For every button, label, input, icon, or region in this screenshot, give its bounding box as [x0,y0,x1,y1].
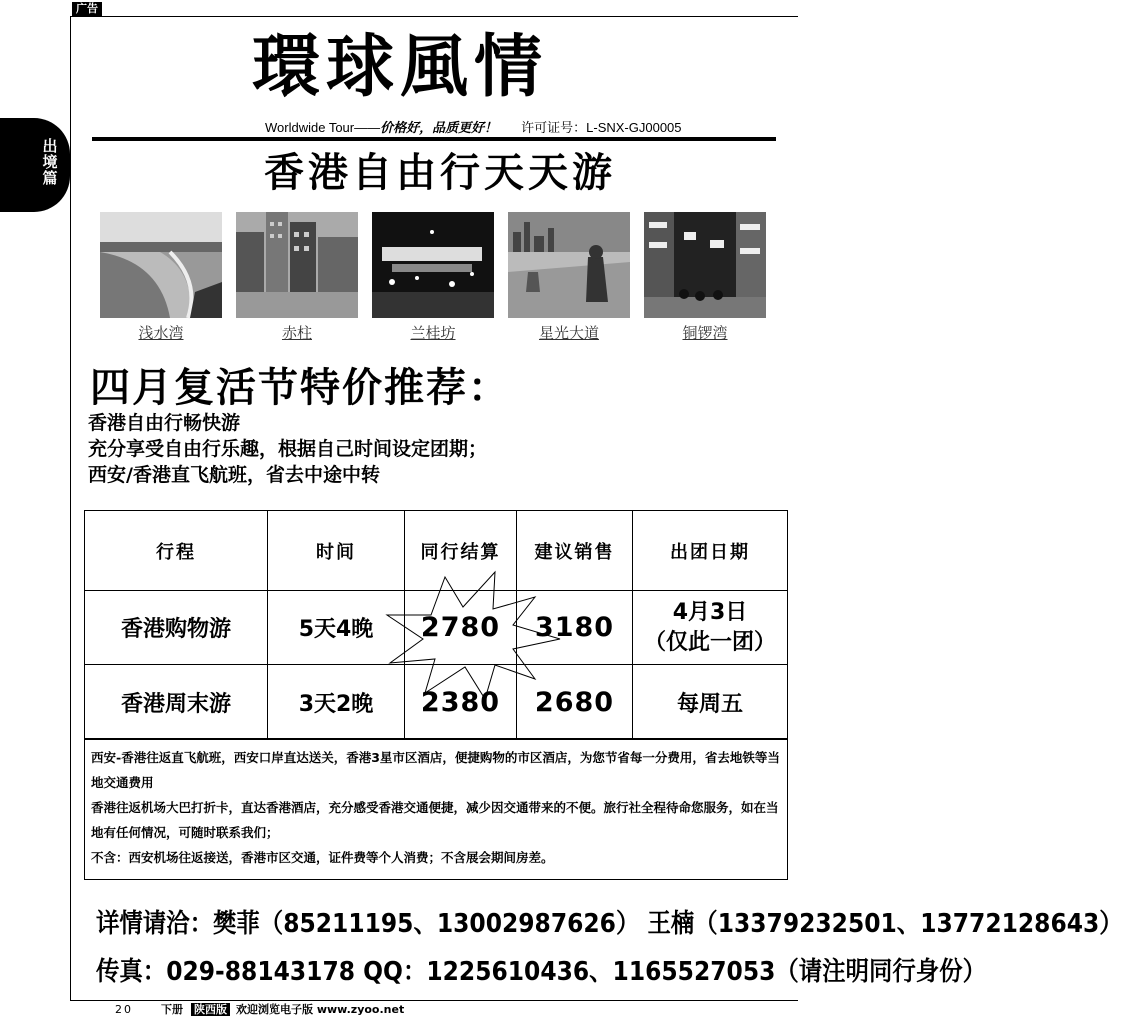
trade-price-cell: 2380 [405,665,517,739]
notes-box [84,738,788,880]
photo-caption: 星光大道 [538,324,599,342]
photo-caption: 兰桂坊 [410,324,456,342]
intro-line: 西安/香港直飞航班，省去中途中转 [88,464,380,486]
contact-info [96,900,1123,996]
promo-title: 四月复活节特价推荐： [90,365,510,411]
photo-repulse-bay [100,212,222,318]
photo-caption: 浅水湾 [138,324,184,342]
route-cell: 香港周末游 [85,665,268,739]
departure-cell [633,591,787,665]
retail-price-cell: 3180 [517,591,633,665]
section-tab-label: 出境篇 [42,137,58,187]
intro-line: 充分享受自由行乐趣，根据自己时间设定团期； [88,438,488,460]
departure-date: 4月3日 [672,599,748,625]
price-table [84,510,788,740]
note-line: 香港往返机场大巴打折卡，直达香港酒店，充分感受香港交通便捷，减少因交通带来的不便。旅行社全程待命您服务，如在当地有任何情况，可随时联系我们； [91,800,779,840]
note-line: 西安-香港往返直飞航班，西安口岸直达送关，香港3星市区酒店，便捷购物的市区酒店，为您节省每一分费用，省去地铁等当地交通费用 [91,750,780,790]
footer-link-text[interactable]: 欢迎浏览电子版 www.zyoo.net [236,1003,405,1016]
slogan: 价格好，品质更好！ [380,120,498,135]
brand-tagline [265,117,682,136]
page-number: 20 [115,1003,133,1016]
departure-note: （仅此一团） [643,629,776,655]
contact-line: 详情请洽：樊菲（85211195、13002987626） 王楠（13379232501、13772128643） [96,909,1123,939]
brand-logo: 環球風情 [251,27,548,107]
departure-cell: 每周五 [676,691,743,717]
header-rule [92,137,776,141]
photo-strip [100,212,766,344]
photo-stanley [236,212,358,318]
section-tab [0,118,70,212]
photo-caption: 铜锣湾 [682,324,728,342]
volume-label: 下册 [161,1003,183,1016]
tagline-english: Worldwide Tour—— [265,120,381,135]
duration-cell: 5天4晚 [268,591,405,665]
header-retail-price: 建议销售 [517,511,633,591]
page-footer [115,1003,404,1017]
header-departure: 出团日期 [633,511,787,591]
photo-avenue-of-stars [508,212,630,318]
retail-price-cell: 2680 [517,665,633,739]
edition-badge: 陕西版 [191,1003,230,1016]
headline: 香港自由行天天游 [264,150,616,196]
trade-price-cell: 2780 [405,591,517,665]
ad-label: 广告 [72,2,102,16]
fax-qq-line: 传真：029-88143178 QQ：1225610436、1165527053（请注明同行身份） [96,957,986,987]
intro-text [88,410,487,488]
license-number: 许可证号：L-SNX-GJ00005 [521,120,682,135]
header-route: 行程 [85,511,268,591]
route-cell: 香港购物游 [85,591,268,665]
photo-caption: 赤柱 [281,324,312,342]
duration-cell: 3天2晚 [268,665,405,739]
photo-causeway-bay [644,212,766,318]
intro-line: 香港自由行畅快游 [88,412,241,434]
photo-lan-kwai-fong [372,212,494,318]
note-line: 不含：西安机场往返接送，香港市区交通，证件费等个人消费；不含展会期间房差。 [91,850,554,865]
header-duration: 时间 [268,511,405,591]
header-trade-price: 同行结算 [405,511,517,591]
